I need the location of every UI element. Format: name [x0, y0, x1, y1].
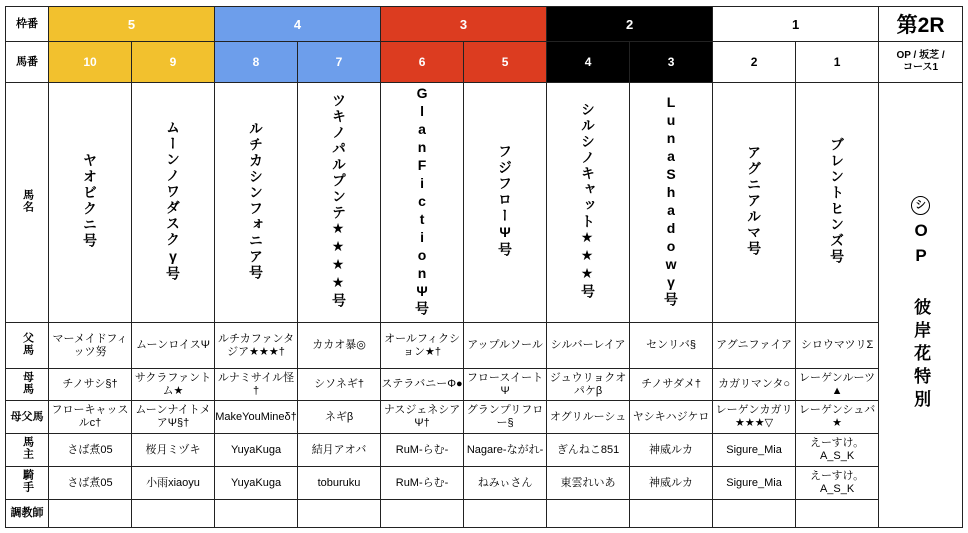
dam-cell: チノサダメ†: [630, 369, 713, 401]
race-info: [879, 42, 963, 83]
waku-2: 2: [547, 7, 713, 42]
waku-row: [6, 7, 963, 42]
jockey-cell: 小雨xiaoyu: [132, 467, 215, 500]
damsire-cell: グランプリフロー§: [464, 401, 547, 434]
umaban-label: 馬番: [6, 42, 49, 83]
jockey-cell: さば煮05: [49, 467, 132, 500]
race-info-line1: OP / 坂芝 /: [896, 50, 945, 61]
dam-cell: チノサシ§†: [49, 369, 132, 401]
race-number: 第2R: [879, 7, 963, 42]
owner-cell: 神威ルカ: [630, 434, 713, 467]
horse-name: シルシノキャット★★★号: [547, 83, 630, 323]
jockey-cell: toburuku: [298, 467, 381, 500]
name-row: [6, 83, 963, 323]
race-info-line2: コース1: [903, 62, 939, 73]
jockey-cell: RuM-らむ-: [381, 467, 464, 500]
umaban-cell: 2: [713, 42, 796, 83]
owner-cell: 桜月ミヅキ: [132, 434, 215, 467]
damsire-row: [6, 401, 963, 434]
trainer-cell: [298, 500, 381, 528]
dam-cell: ステラバニーΦ●: [381, 369, 464, 401]
owner-cell: えーすけ。A_S_K: [796, 434, 879, 467]
jockey-cell: ねみぃさん: [464, 467, 547, 500]
sire-row: [6, 323, 963, 369]
owner-cell: ぎんねこ851: [547, 434, 630, 467]
trainer-label: 調教師: [6, 500, 49, 528]
sire-cell: シルバーレイア: [547, 323, 630, 369]
dam-cell: レーゲンルーツ▲: [796, 369, 879, 401]
umaban-cell: 3: [630, 42, 713, 83]
owner-cell: Sigure_Mia: [713, 434, 796, 467]
damsire-label: 母父馬: [6, 401, 49, 434]
trainer-cell: [547, 500, 630, 528]
sire-cell: オールフィクション★†: [381, 323, 464, 369]
horse-name: ルチカシンフォニア号: [215, 83, 298, 323]
dam-label: 母馬: [6, 369, 49, 401]
waku-3: 3: [381, 7, 547, 42]
trainer-cell: [630, 500, 713, 528]
waku-1: 1: [713, 7, 879, 42]
trainer-cell: [49, 500, 132, 528]
dam-cell: サクラファントム★: [132, 369, 215, 401]
horse-name: ヤオビクニ号: [49, 83, 132, 323]
sire-cell: マーメイドフィッツ努: [49, 323, 132, 369]
trainer-cell: [215, 500, 298, 528]
horse-name: LunaShadowγ号: [630, 83, 713, 323]
name-label: 馬名: [6, 83, 49, 323]
horse-name: アグニアルマ号: [713, 83, 796, 323]
damsire-cell: ヤシキハジケロ: [630, 401, 713, 434]
jockey-label: 騎手: [6, 467, 49, 500]
umaban-row: [6, 42, 963, 83]
race-course-icon: シ: [911, 196, 930, 215]
trainer-cell: [381, 500, 464, 528]
umaban-cell: 5: [464, 42, 547, 83]
jockey-cell: Sigure_Mia: [713, 467, 796, 500]
owner-cell: RuM-らむ-: [381, 434, 464, 467]
horse-name: ツキノパルプンテ★★★★号: [298, 83, 381, 323]
dam-cell: ジュウリョクオパケβ: [547, 369, 630, 401]
race-title-panel: [879, 83, 963, 528]
horse-name: ムーンノワダスクγ号: [132, 83, 215, 323]
sire-cell: シロウマツリΣ: [796, 323, 879, 369]
owner-row: [6, 434, 963, 467]
waku-label: 枠番: [6, 7, 49, 42]
trainer-cell: [132, 500, 215, 528]
sire-cell: カカオ暴◎: [298, 323, 381, 369]
damsire-cell: ムーンナイトメアΨ§†: [132, 401, 215, 434]
dam-cell: カガリマンタ○: [713, 369, 796, 401]
umaban-cell: 9: [132, 42, 215, 83]
dam-cell: フロースイートΨ: [464, 369, 547, 401]
sire-cell: ルチカファンタジア★★★†: [215, 323, 298, 369]
owner-cell: Nagare-ながれ-: [464, 434, 547, 467]
horse-name: GlanFictionΨ号: [381, 83, 464, 323]
damsire-cell: ナスジェネシアΨ†: [381, 401, 464, 434]
jockey-row: [6, 467, 963, 500]
umaban-cell: 10: [49, 42, 132, 83]
trainer-cell: [796, 500, 879, 528]
damsire-cell: レーゲンシュバ★: [796, 401, 879, 434]
jockey-cell: 神威ルカ: [630, 467, 713, 500]
owner-cell: YuyaKuga: [215, 434, 298, 467]
damsire-cell: ネギβ: [298, 401, 381, 434]
horse-name: フジフローΨ号: [464, 83, 547, 323]
sire-cell: アップルソール: [464, 323, 547, 369]
race-grade: OP: [911, 220, 931, 271]
damsire-cell: レーゲンカガリ★★★▽: [713, 401, 796, 434]
horse-name: ブレントヒンズ号: [796, 83, 879, 323]
race-title: 彼岸花特別: [911, 297, 931, 413]
sire-label: 父馬: [6, 323, 49, 369]
umaban-cell: 7: [298, 42, 381, 83]
trainer-cell: [464, 500, 547, 528]
umaban-cell: 8: [215, 42, 298, 83]
damsire-cell: MakeYouMineδ†: [215, 401, 298, 434]
jockey-cell: えーすけ。A_S_K: [796, 467, 879, 500]
entry-table: [5, 6, 963, 528]
waku-5: 5: [49, 7, 215, 42]
umaban-cell: 4: [547, 42, 630, 83]
umaban-cell: 1: [796, 42, 879, 83]
damsire-cell: オグリルーシュ: [547, 401, 630, 434]
owner-cell: 結月アオバ: [298, 434, 381, 467]
jockey-cell: 東雲れいあ: [547, 467, 630, 500]
owner-cell: さば煮05: [49, 434, 132, 467]
jockey-cell: YuyaKuga: [215, 467, 298, 500]
dam-cell: ルナミサイル怪†: [215, 369, 298, 401]
dam-cell: シソネギ†: [298, 369, 381, 401]
trainer-row: [6, 500, 963, 528]
umaban-cell: 6: [381, 42, 464, 83]
dam-row: [6, 369, 963, 401]
sire-cell: アグニファイア: [713, 323, 796, 369]
trainer-cell: [713, 500, 796, 528]
damsire-cell: フローキャッスルc†: [49, 401, 132, 434]
sire-cell: ムーンロイスΨ: [132, 323, 215, 369]
sire-cell: センリバ§: [630, 323, 713, 369]
owner-label: 馬主: [6, 434, 49, 467]
waku-4: 4: [215, 7, 381, 42]
